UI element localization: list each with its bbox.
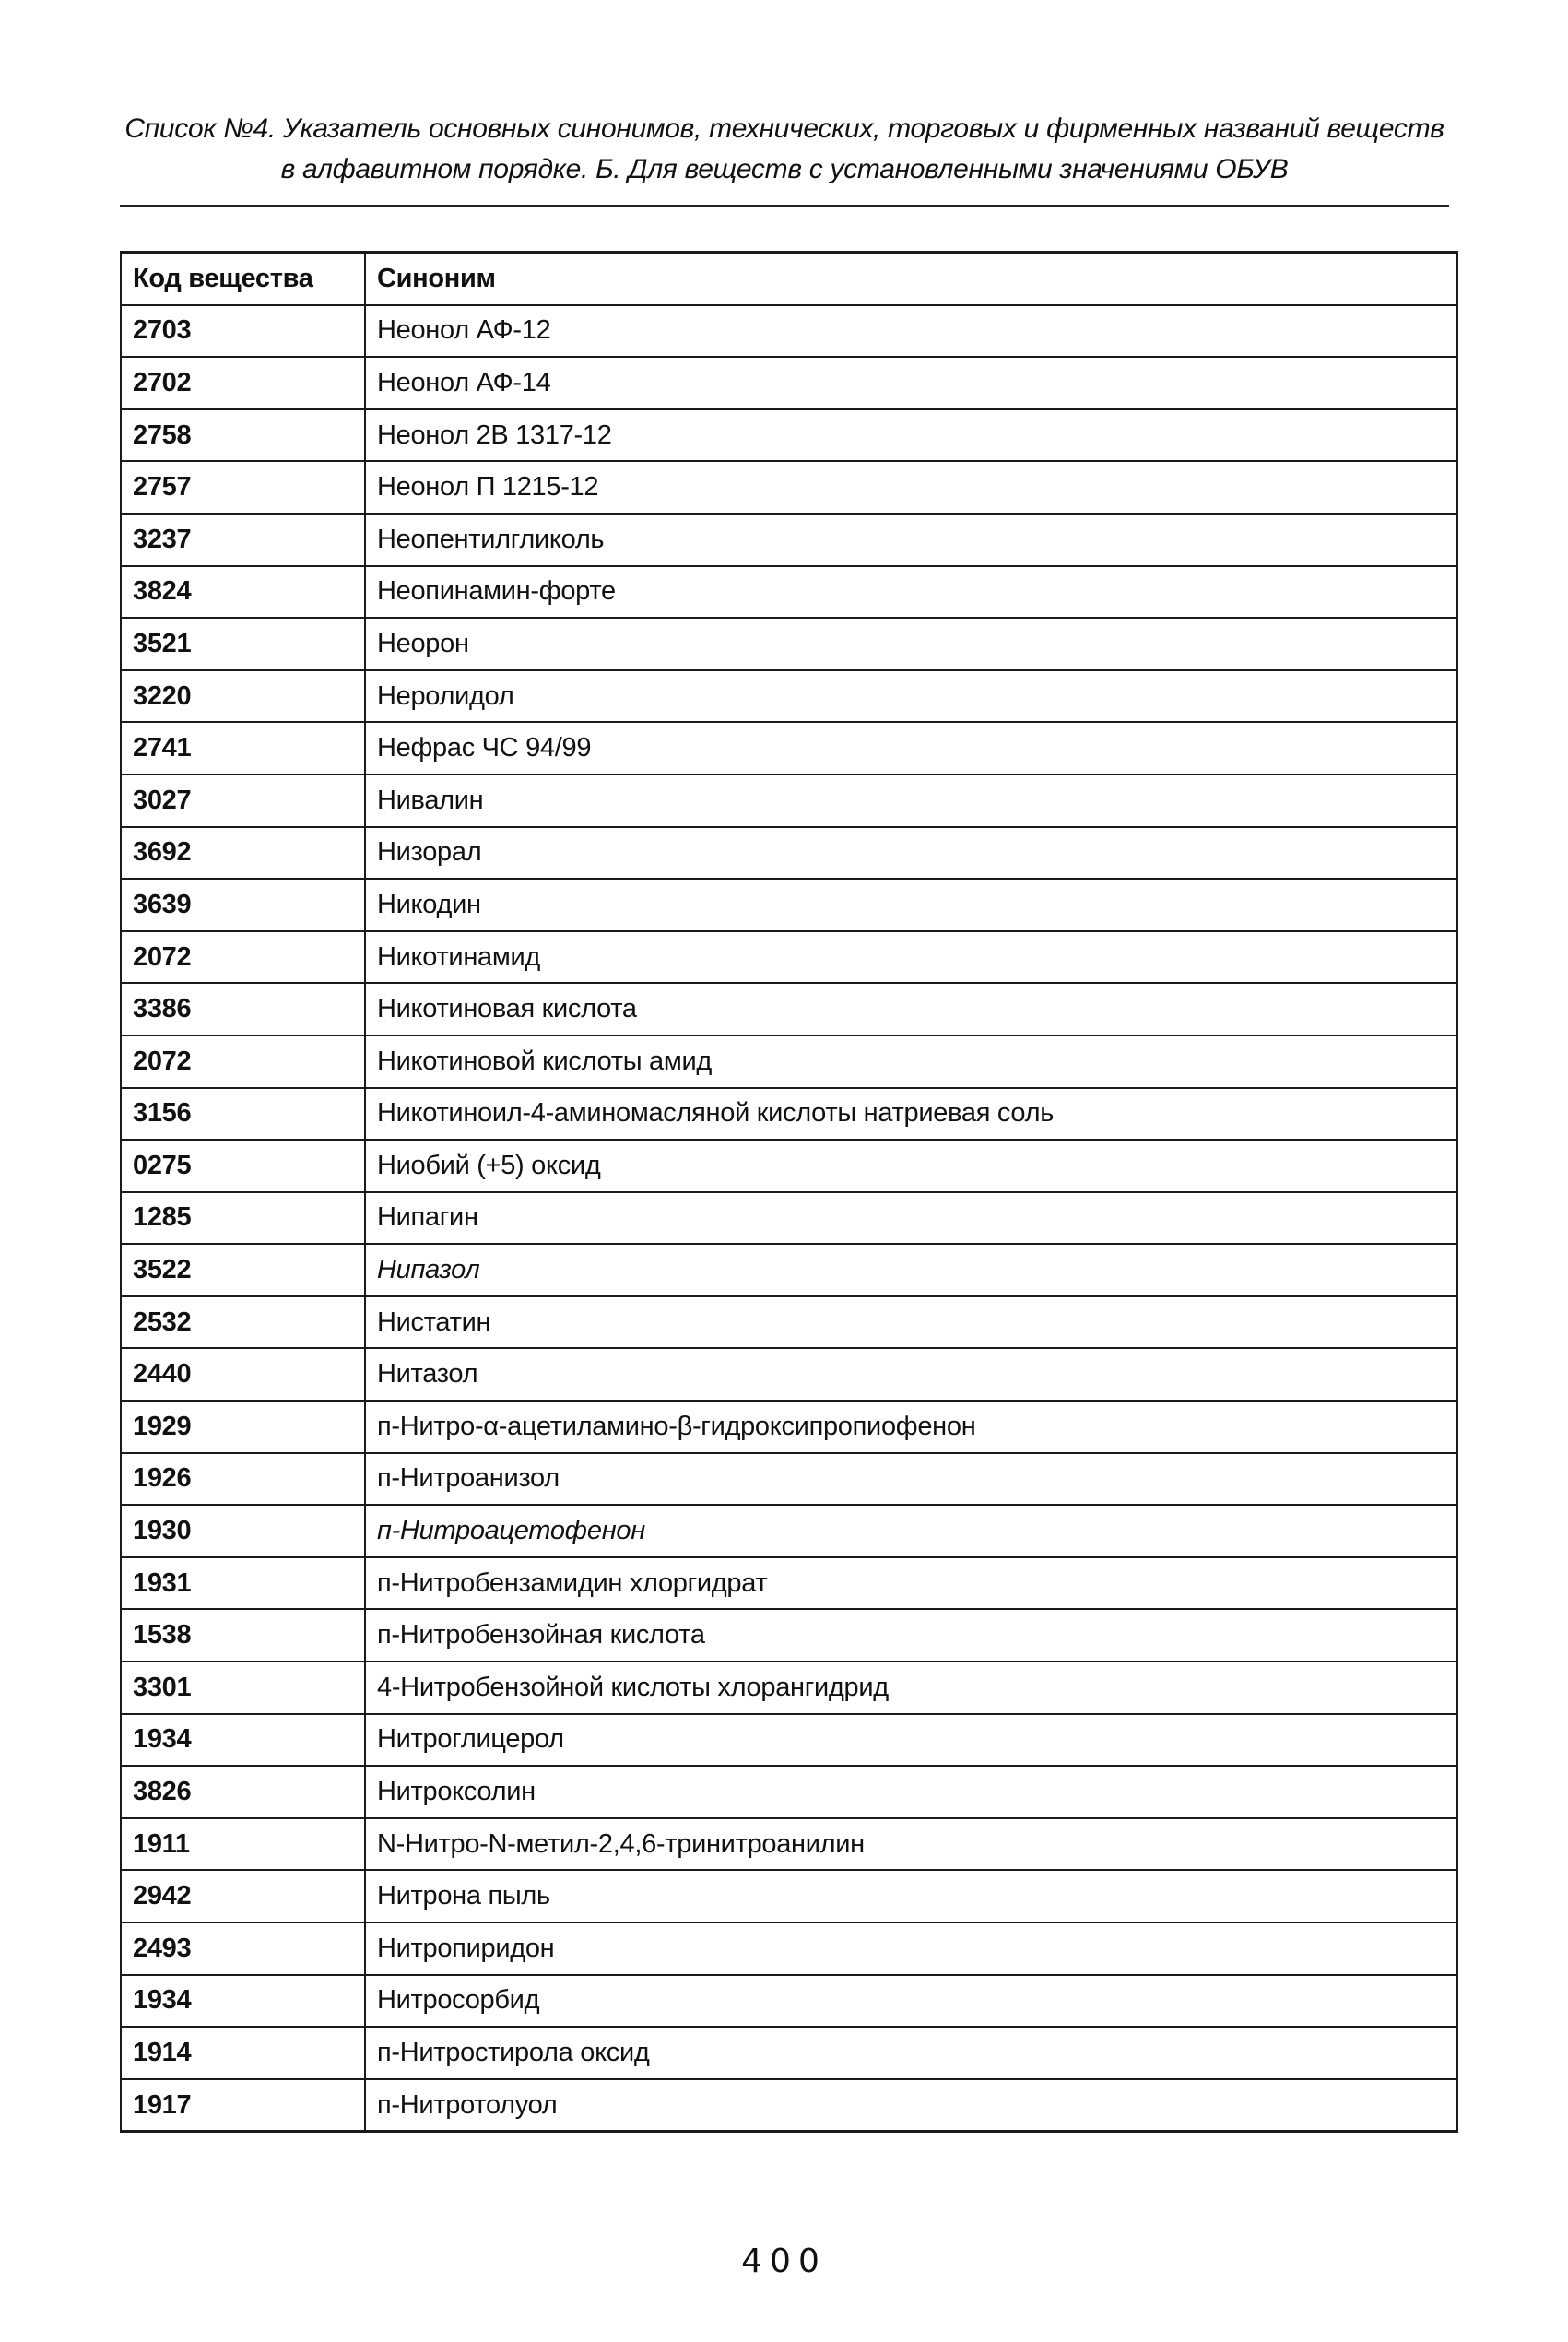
table-row: [121, 1714, 1457, 1767]
substance-code-cell: 3156: [121, 1088, 365, 1141]
table-row: [121, 983, 1457, 1035]
table-row: [121, 1192, 1457, 1245]
substance-code-cell: 3824: [121, 566, 365, 619]
table-row: [121, 618, 1457, 670]
synonym-cell: Нитроглицерол: [365, 1714, 1457, 1767]
synonyms-table: [120, 251, 1458, 2133]
table-row: [121, 1035, 1457, 1088]
synonym-cell: Неролидол: [365, 670, 1457, 723]
table-row: [121, 775, 1457, 827]
table-row: [121, 1505, 1457, 1557]
synonym-cell: 4-Нитробензойной кислоты хлорангидрид: [365, 1662, 1457, 1714]
synonym-cell: N-Нитро-N-метил-2,4,6-тринитроанилин: [365, 1818, 1457, 1871]
synonym-cell: Неонол 2В 1317-12: [365, 409, 1457, 462]
table-row: [121, 514, 1457, 566]
table-header-row: [121, 253, 1457, 305]
table-body: [121, 305, 1457, 2132]
substance-code-cell: 3826: [121, 1766, 365, 1818]
substance-code-cell: 1929: [121, 1401, 365, 1453]
substance-code-cell: 1538: [121, 1609, 365, 1662]
synonym-cell: Нистатин: [365, 1296, 1457, 1349]
table-row: [121, 1975, 1457, 2028]
synonym-cell: Никотиновая кислота: [365, 983, 1457, 1035]
table-row: [121, 722, 1457, 775]
synonym-cell: Нитропиридон: [365, 1922, 1457, 1975]
table-row: [121, 879, 1457, 931]
synonym-cell: п-Нитротолуол: [365, 2079, 1457, 2132]
synonym-cell: Нипагин: [365, 1192, 1457, 1245]
table-row: [121, 357, 1457, 409]
substance-code-cell: 2757: [121, 461, 365, 514]
table-row: [121, 1088, 1457, 1141]
substance-code-cell: 3692: [121, 827, 365, 880]
substance-code-cell: 2703: [121, 305, 365, 358]
synonym-cell: п-Нитростирола оксид: [365, 2027, 1457, 2079]
synonym-cell: п-Нитро-α-ацетиламино-β-гидроксипропиофенон: [365, 1401, 1457, 1453]
synonym-cell: Нитроксолин: [365, 1766, 1457, 1818]
substance-code-cell: 1911: [121, 1818, 365, 1871]
synonym-cell: п-Нитробензойная кислота: [365, 1609, 1457, 1662]
synonym-cell: Неорон: [365, 618, 1457, 670]
column-header-code: Код вещества: [121, 253, 365, 305]
substance-code-cell: 3301: [121, 1662, 365, 1714]
substance-code-cell: 2942: [121, 1870, 365, 1922]
table-row: [121, 1453, 1457, 1506]
substance-code-cell: 3237: [121, 514, 365, 566]
table-row: [121, 305, 1457, 358]
substance-code-cell: 1930: [121, 1505, 365, 1557]
substance-code-cell: 1934: [121, 1975, 365, 2028]
substance-code-cell: 1914: [121, 2027, 365, 2079]
synonym-cell: Неонол П 1215-12: [365, 461, 1457, 514]
table-row: [121, 1922, 1457, 1975]
synonym-cell: Нитазол: [365, 1348, 1457, 1401]
substance-code-cell: 1285: [121, 1192, 365, 1245]
synonym-cell: п-Нитроацетофенон: [365, 1505, 1457, 1557]
substance-code-cell: 3027: [121, 775, 365, 827]
table-row: [121, 1870, 1457, 1922]
synonym-cell: Нефрас ЧС 94/99: [365, 722, 1457, 775]
table-row: [121, 1140, 1457, 1192]
substance-code-cell: 3522: [121, 1244, 365, 1296]
table-row: [121, 1609, 1457, 1662]
column-header-synonym: Синоним: [365, 253, 1457, 305]
table-row: [121, 461, 1457, 514]
substance-code-cell: 2493: [121, 1922, 365, 1975]
synonym-cell: Никотиноил-4-аминомасляной кислоты натриевая соль: [365, 1088, 1457, 1141]
substance-code-cell: 1917: [121, 2079, 365, 2132]
substance-code-cell: 2532: [121, 1296, 365, 1349]
table-row: [121, 2079, 1457, 2132]
substance-code-cell: 1926: [121, 1453, 365, 1506]
table-row: [121, 1557, 1457, 1610]
table-row: [121, 1348, 1457, 1401]
synonym-cell: Никотиновой кислоты амид: [365, 1035, 1457, 1088]
substance-code-cell: 2702: [121, 357, 365, 409]
synonym-cell: Неонол АФ-14: [365, 357, 1457, 409]
table-row: [121, 1766, 1457, 1818]
header-title-line-2: в алфавитном порядке. Б. Для веществ с установленными значениями ОБУВ: [280, 154, 1289, 184]
table-row: [121, 566, 1457, 619]
table-row: [121, 1244, 1457, 1296]
substance-code-cell: 1934: [121, 1714, 365, 1767]
synonym-cell: Неопентилгликоль: [365, 514, 1457, 566]
synonym-cell: Нивалин: [365, 775, 1457, 827]
substance-code-cell: 2072: [121, 931, 365, 984]
synonym-cell: Нитросорбид: [365, 1975, 1457, 2028]
substance-code-cell: 2072: [121, 1035, 365, 1088]
synonym-cell: Ниобий (+5) оксид: [365, 1140, 1457, 1192]
substance-code-cell: 3220: [121, 670, 365, 723]
substance-code-cell: 2741: [121, 722, 365, 775]
synonym-cell: Низорал: [365, 827, 1457, 880]
synonym-cell: п-Нитроанизол: [365, 1453, 1457, 1506]
page-header: [120, 109, 1449, 190]
table-row: [121, 1401, 1457, 1453]
substance-code-cell: 3521: [121, 618, 365, 670]
substance-code-cell: 1931: [121, 1557, 365, 1610]
table-row: [121, 1818, 1457, 1871]
table-row: [121, 1296, 1457, 1349]
header-divider: [120, 205, 1449, 207]
synonym-cell: Неопинамин-форте: [365, 566, 1457, 619]
table-row: [121, 827, 1457, 880]
synonym-cell: Нитрона пыль: [365, 1870, 1457, 1922]
substance-code-cell: 3639: [121, 879, 365, 931]
table-row: [121, 931, 1457, 984]
table-row: [121, 670, 1457, 723]
synonym-cell: Никодин: [365, 879, 1457, 931]
synonym-cell: Никотинамид: [365, 931, 1457, 984]
synonym-cell: Неонол АФ-12: [365, 305, 1457, 358]
substance-code-cell: 2440: [121, 1348, 365, 1401]
substance-code-cell: 3386: [121, 983, 365, 1035]
table-row: [121, 1662, 1457, 1714]
table-row: [121, 409, 1457, 462]
page-number: 400: [741, 2242, 827, 2280]
header-title-line-1: Список №4. Указатель основных синонимов, технических, торговых и фирменных названий веществ: [124, 113, 1444, 144]
synonym-cell: Нипазол: [365, 1244, 1457, 1296]
table-row: [121, 2027, 1457, 2079]
synonym-cell: п-Нитробензамидин хлоргидрат: [365, 1557, 1457, 1610]
substance-code-cell: 0275: [121, 1140, 365, 1192]
substance-code-cell: 2758: [121, 409, 365, 462]
